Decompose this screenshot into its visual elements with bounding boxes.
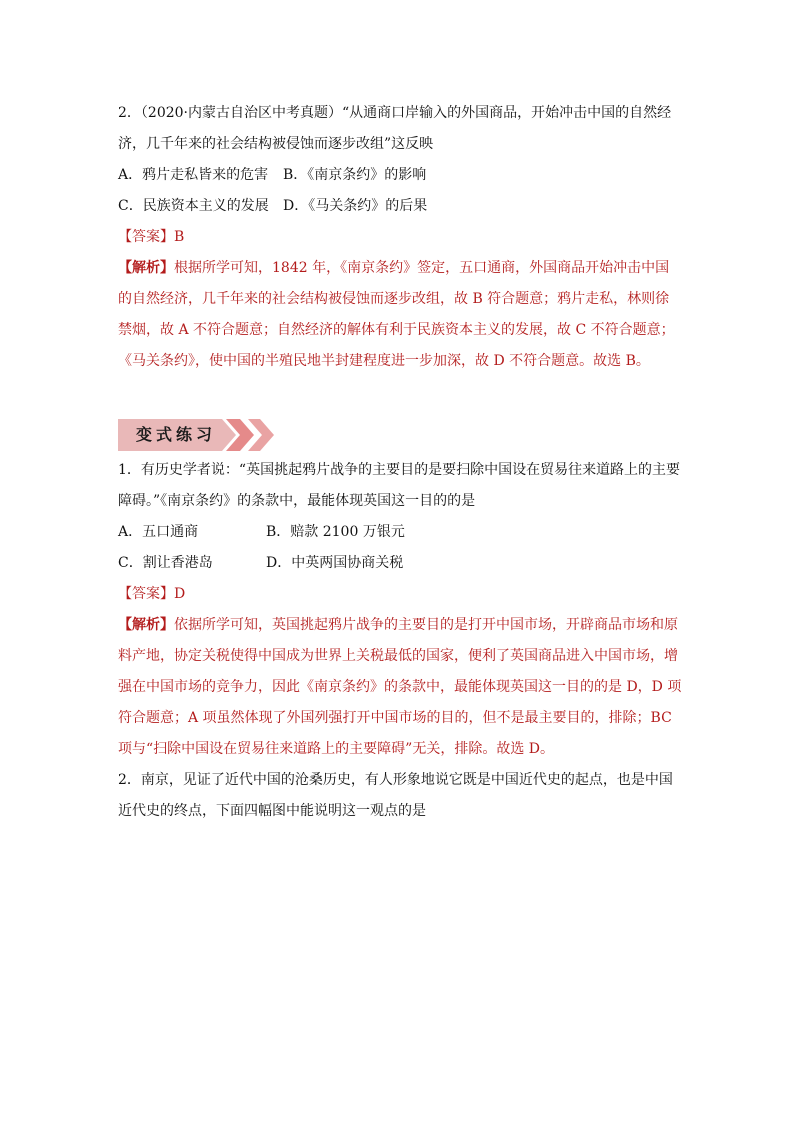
section-title: 变式练习 <box>136 425 217 444</box>
analysis-text: 强在中国市场的竞争力，因此《南京条约》的条款中，最能体现英国这一目的的是 D，D 项 <box>118 679 682 695</box>
answer-line <box>118 579 678 610</box>
analysis-text: 符合题意；A 项虽然体现了外国列强打开中国市场的目的，但不是最主要目的，排除；BC <box>118 710 672 726</box>
question-block-1 <box>118 455 682 765</box>
analysis-text: 禁烟，故 A 不符合题意；自然经济的解体有利于民族资本主义的发展，故 C 不符合题意； <box>118 322 675 338</box>
question-block-prev-2 <box>118 98 678 377</box>
options-row <box>118 191 678 222</box>
analysis-label: 【解析】 <box>118 260 174 276</box>
option-d: D．《马关条约》的后果 <box>283 198 428 214</box>
answer-label: 【答案】 <box>118 229 174 245</box>
analysis-text: 根据所学可知，1842 年，《南京条约》签定，五口通商，外国商品开始冲击中国 <box>174 260 670 276</box>
analysis-text: 料产地，协定关税使得中国成为世界上关税最低的国家，便利了英国商品进入中国市场，增 <box>118 648 678 664</box>
question-text: 障碍。”《南京条约》的条款中，最能体现英国这一目的的是 <box>118 493 476 509</box>
option-c: C．割让香港岛 <box>118 555 213 571</box>
question-text: 2．南京，见证了近代中国的沧桑历史，有人形象地说它既是中国近代史的起点，也是中国 <box>118 772 673 788</box>
options-row <box>118 548 678 579</box>
option-d: D．中英两国协商关税 <box>266 555 404 571</box>
analysis-text: 的自然经济，几千年来的社会结构被侵蚀而逐步改组，故 B 符合题意；鸦片走私，林则徐 <box>118 291 670 307</box>
question-text: 1．有历史学者说：“英国挑起鸦片战争的主要目的是要扫除中国设在贸易往来道路上的主要 <box>118 462 681 478</box>
option-b: B．赔款 2100 万银元 <box>266 524 405 540</box>
analysis-text: 项与“扫除中国设在贸易往来道路上的主要障碍”无关，排除。故选 D。 <box>118 741 554 757</box>
options-row <box>118 160 678 191</box>
question-text: 近代史的终点，下面四幅图中能说明这一观点的是 <box>118 803 426 819</box>
options-row <box>118 517 678 548</box>
analysis-label: 【解析】 <box>118 617 174 633</box>
answer-label: 【答案】 <box>118 586 174 602</box>
document-content <box>118 98 682 827</box>
answer-value: D <box>174 586 186 602</box>
option-c: C．民族资本主义的发展 <box>118 198 269 214</box>
analysis-block <box>118 253 678 377</box>
question-text: 济，几千年来的社会结构被侵蚀而逐步改组”这反映 <box>118 136 434 152</box>
analysis-text: 《马关条约》，使中国的半殖民地半封建程度进一步加深，故 D 不符合题意。故选 B。 <box>118 353 650 369</box>
section-banner <box>118 415 678 455</box>
analysis-block <box>118 610 682 765</box>
question-block-2 <box>118 765 678 827</box>
option-a: A．鸦片走私皆来的危害 <box>118 167 269 183</box>
option-a: A．五口通商 <box>118 524 199 540</box>
answer-value: B <box>174 229 185 245</box>
answer-line <box>118 222 678 253</box>
option-b: B．《南京条约》的影响 <box>283 167 427 183</box>
analysis-text: 依据所学可知，英国挑起鸦片战争的主要目的是打开中国市场，开辟商品市场和原 <box>174 617 678 633</box>
question-text: 2．（2020·内蒙古自治区中考真题）“从通商口岸输入的外国商品，开始冲击中国的自然经 <box>118 105 672 121</box>
